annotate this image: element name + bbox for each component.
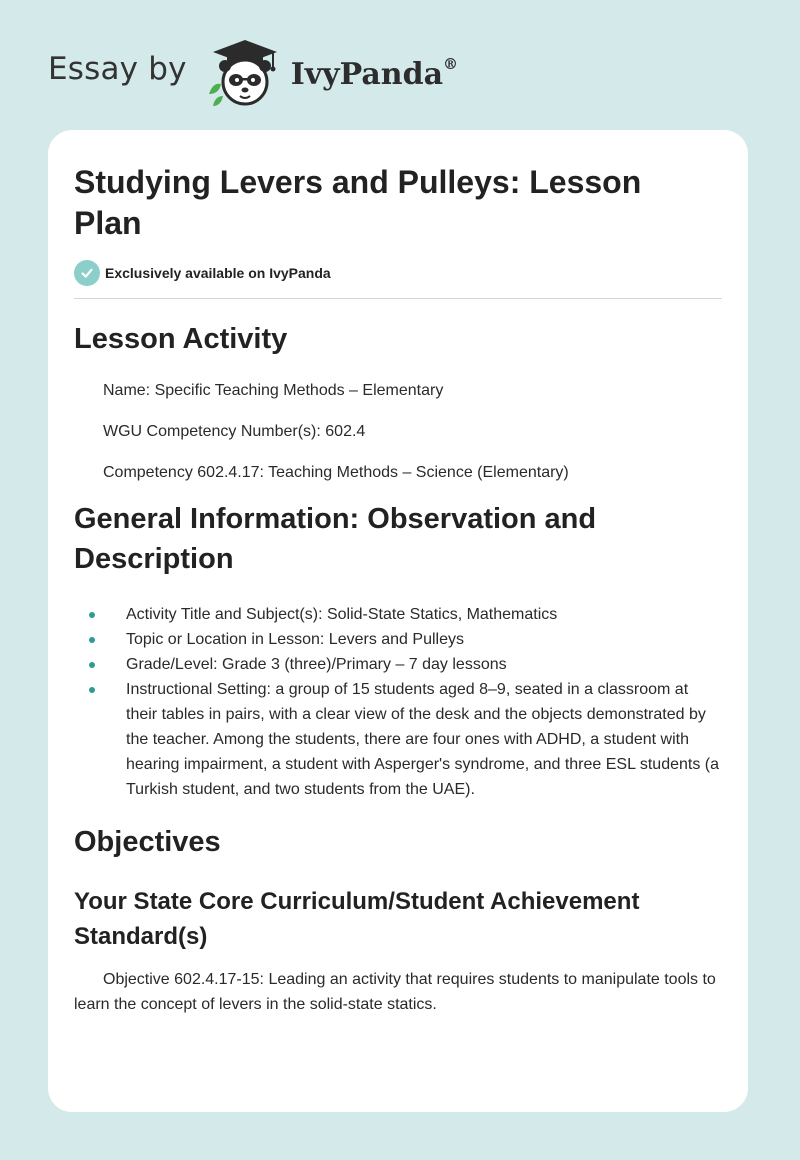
check-icon bbox=[74, 260, 100, 286]
general-info-list bbox=[74, 602, 722, 802]
heading-lesson-activity: Lesson Activity bbox=[74, 323, 288, 355]
heading-standards: Your State Core Curriculum/Student Achievement Standard(s) bbox=[74, 888, 640, 950]
brand-name: IvyPanda® bbox=[290, 54, 459, 92]
lesson-line: WGU Competency Number(s): 602.4 bbox=[103, 423, 366, 440]
list-item: Topic or Location in Lesson: Levers and Pulleys bbox=[74, 627, 722, 652]
heading-objectives: Objectives bbox=[74, 826, 221, 858]
list-item: Activity Title and Subject(s): Solid-State Statics, Mathematics bbox=[74, 602, 722, 627]
lesson-activity-lines bbox=[74, 378, 722, 485]
document-card bbox=[48, 130, 748, 1112]
lesson-line: Competency 602.4.17: Teaching Methods – Science (Elementary) bbox=[103, 464, 569, 481]
page-title: Studying Levers and Pulleys: Lesson Plan bbox=[74, 164, 642, 241]
brand-logo[interactable] bbox=[48, 36, 458, 108]
brand-prefix: Essay by bbox=[48, 51, 187, 87]
list-item: Grade/Level: Grade 3 (three)/Primary – 7 day lessons bbox=[74, 652, 722, 677]
list-item: Instructional Setting: a group of 15 students aged 8–9, seated in a classroom at their tables in pairs, with a clear view of the desk and the objects demonstrated by the teacher. Among the students, there are four ones with ADHD, a student with hearing impairment, a student with Asperger's syndrome, and three ESL students (a Turkish student, and two students from the UAE). bbox=[74, 677, 722, 802]
heading-general-information: General Information: Observation and Description bbox=[74, 503, 597, 575]
exclusive-badge bbox=[74, 260, 722, 286]
divider bbox=[74, 298, 722, 299]
lesson-line: Name: Specific Teaching Methods – Elementary bbox=[103, 382, 444, 399]
objective-paragraph: Objective 602.4.17-15: Leading an activity that requires students to manipulate tools to learn the concept of levers in the solid-state statics. bbox=[74, 971, 716, 1013]
panda-mascot-icon bbox=[203, 36, 287, 108]
badge-label: Exclusively available on IvyPanda bbox=[105, 265, 331, 281]
